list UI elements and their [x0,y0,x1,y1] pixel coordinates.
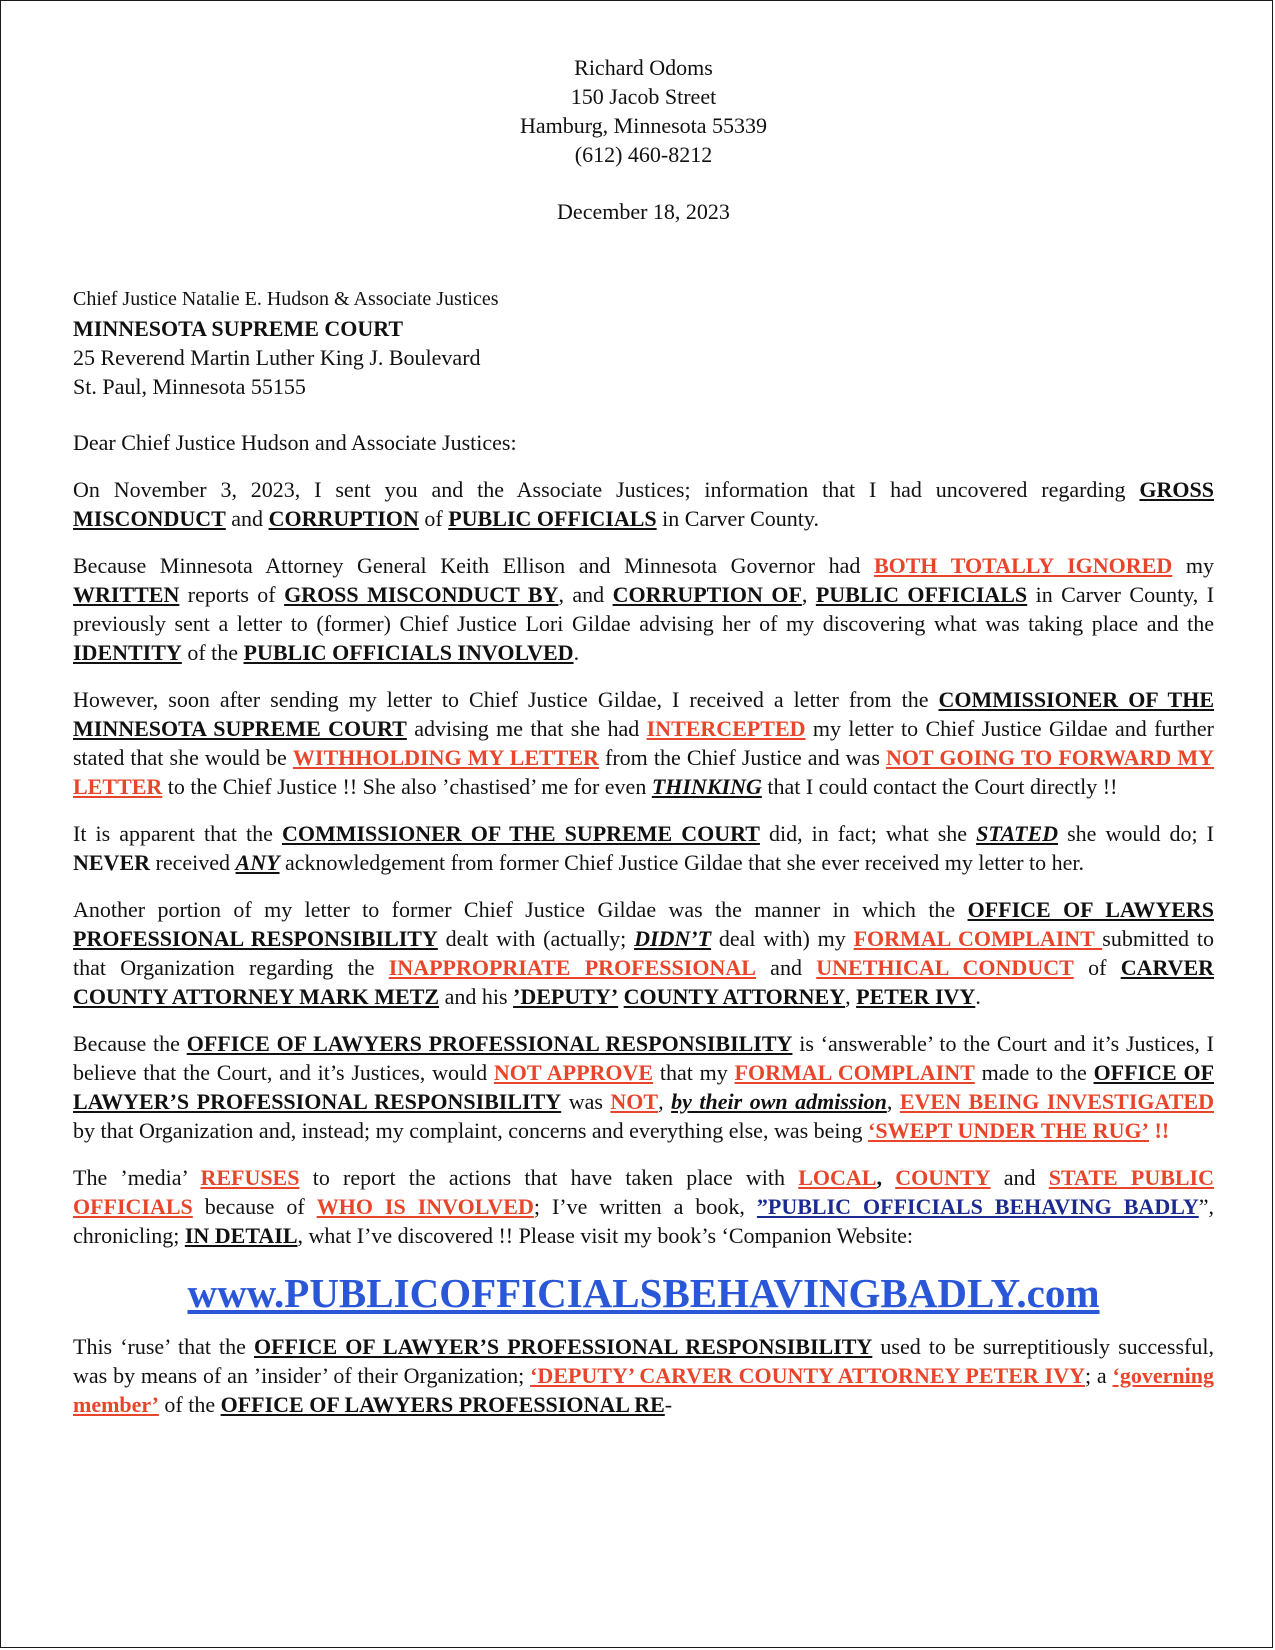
letter-body [73,428,1214,1437]
text-run: Because Minnesota Attorney General Keith Ellison and Minnesota Governor had [73,553,874,578]
emphasis: OFFICE OF LAWYERS PROFESSIONAL RESPONSIBILITY [186,1031,793,1056]
emphasis: GROSS MISCONDUCT BY [284,582,559,607]
text-run: and his [439,984,514,1009]
recipient-court: MINNESOTA SUPREME COURT [73,316,404,341]
red-emphasis: NOT GOING TO FORWARD MY LETTER [73,745,1214,799]
emphasis: OFFICE OF LAWYER’S PROFESSIONAL RESPONSIBILITY [73,1060,1215,1114]
red-emphasis: ‘SWEPT UNDER THE RUG’ [868,1118,1149,1143]
text-run: dealt with (actually; [437,926,635,951]
text-run: deal with) my [711,926,854,951]
text-run: my letter to Chief Justice Gildae and further stated that she would be [73,716,1215,770]
red-emphasis: FORMAL COMPLAINT [734,1060,975,1085]
red-emphasis: REFUSES [200,1165,300,1190]
paragraph-7 [73,1163,1214,1250]
red-emphasis: NOT [610,1089,659,1114]
text-run: , [876,1165,896,1190]
text-run: was [561,1089,611,1114]
paragraph-2 [73,551,1214,667]
emphasis: COMMISSIONER OF THE MINNESOTA SUPREME COURT [73,687,1215,741]
emphasis: IN DETAIL [184,1223,298,1248]
text-run: Another portion of my letter to former Chief Justice Gildae was the manner in which the [73,897,968,922]
emphasis: PETER IVY [856,984,976,1009]
text-run: - [664,1392,673,1417]
paragraph-4 [73,819,1214,877]
emphasis: CORRUPTION [268,506,419,531]
text-run: , [801,582,816,607]
text-run: received [150,850,236,875]
paragraph-3 [73,685,1214,801]
text-run: that my [653,1060,735,1085]
italic-emphasis: THINKING [651,774,762,799]
book-title: ”PUBLIC OFFICIALS BEHAVING BADLY [756,1194,1199,1219]
red-emphasis: COUNTY [895,1165,991,1190]
text-run: to report the actions that have taken place with [299,1165,799,1190]
emphasis: PUBLIC OFFICIALS [448,506,657,531]
emphasis: PUBLIC OFFICIALS [815,582,1028,607]
emphasis: OFFICE OF LAWYER’S PROFESSIONAL RESPONSIBILITY [254,1334,873,1359]
red-exclamation: !! [1154,1118,1170,1143]
red-emphasis: LOCAL [798,1165,877,1190]
text-run: and [225,506,269,531]
text-run: , what I’ve discovered !! Please visit my book’s ‘Companion Website: [297,1223,914,1248]
emphasis: COMMISSIONER OF THE SUPREME COURT [281,821,760,846]
text-run: advising me that she had [406,716,647,741]
bold-emphasis: NEVER [73,850,151,875]
text-run: is ‘answerable’ to the Court and it’s Justices, I believe that the Court, and it’s Justices, would [73,1031,1215,1085]
emphasis: ’DEPUTY’ [513,984,619,1009]
text-run: from the Chief Justice and was [598,745,886,770]
text-run: by that Organization and, instead; my complaint, concerns and everything else, was being [73,1118,869,1143]
red-emphasis: INAPPROPRIATE PROFESSIONAL [388,955,756,980]
sender-phone: (612) 460-8212 [574,142,713,167]
red-emphasis: STATE PUBLIC OFFICIALS [73,1165,1215,1219]
text-run: did, in fact; what she [759,821,977,846]
red-emphasis: ‘DEPUTY’ CARVER COUNTY ATTORNEY PETER IVY [530,1363,1085,1388]
text-run: and [990,1165,1049,1190]
red-emphasis: UNETHICAL CONDUCT [816,955,1074,980]
sender-name: Richard Odoms [574,55,713,80]
italic-emphasis: by their own admission [671,1089,887,1114]
emphasis: WRITTEN [73,582,180,607]
red-emphasis: WHO IS INVOLVED [316,1194,534,1219]
text-run: , [658,1089,672,1114]
emphasis: PUBLIC OFFICIALS INVOLVED [243,640,574,665]
text-run: It is apparent that the [73,821,282,846]
text-run: , [886,1089,900,1114]
emphasis: OFFICE OF LAWYERS PROFESSIONAL RESPONSIBILITY [73,897,1214,951]
text-run: that I could contact the Court directly !! [761,774,1118,799]
text-run: On November 3, 2023, I sent you and the Associate Justices; information that I had uncovered regarding [73,477,1140,502]
text-run: reports of [179,582,285,607]
sender-city: Hamburg, Minnesota 55339 [519,113,768,138]
text-run: in Carver County, I previously sent a letter to (former) Chief Justice Lori Gildae advising her of my discovering what was taking place and the [73,582,1215,636]
emphasis: OFFICE OF LAWYERS PROFESSIONAL RE [220,1392,665,1417]
recipient-street: 25 Reverend Martin Luther King J. Boulevard [73,345,481,370]
text-run: . [975,984,981,1009]
text-run: because of [192,1194,317,1219]
emphasis: IDENTITY [73,640,182,665]
recipient-block [73,285,498,401]
red-emphasis: INTERCEPTED [646,716,806,741]
text-run: my [1172,553,1214,578]
paragraph-5 [73,895,1214,1011]
red-emphasis: BOTH TOTALLY IGNORED [873,553,1173,578]
text-run: submitted to that Organization regarding the [73,926,1214,980]
companion-website-link[interactable]: www.PUBLICOFFICIALSBEHAVINGBADLY.com [187,1270,1100,1316]
sender-block [1,53,1275,226]
emphasis: COUNTY ATTORNEY [623,984,846,1009]
text-run: of [418,506,449,531]
text-run: ; a [1084,1363,1113,1388]
sender-street: 150 Jacob Street [570,84,717,109]
paragraph-1 [73,475,1214,533]
red-emphasis: NOT APPROVE [493,1060,654,1085]
text-run: acknowledgement from former Chief Justice Gildae that she ever received my letter to her. [279,850,1085,875]
italic-emphasis: STATED [976,821,1059,846]
text-run: of [1073,955,1121,980]
text-run: of the [158,1392,221,1417]
text-run: and [755,955,817,980]
text-run: ; I’ve written a book, [533,1194,757,1219]
paragraph-6 [73,1029,1214,1145]
text-run: to the Chief Justice !! She also ’chastised’ me for even [162,774,652,799]
paragraph-8 [73,1332,1214,1419]
recipient-line-1: Chief Justice Natalie E. Hudson & Associate Justices [73,288,499,310]
recipient-city: St. Paul, Minnesota 55155 [73,374,306,399]
text-run: Because the [73,1031,187,1056]
text-run: of the [181,640,244,665]
red-emphasis: EVEN BEING INVESTIGATED [899,1089,1214,1114]
text-run: However, soon after sending my letter to Chief Justice Gildae, I received a letter from the [73,687,939,712]
text-run: , and [558,582,613,607]
emphasis: CARVER COUNTY ATTORNEY MARK METZ [73,955,1215,1009]
red-emphasis: ‘governing member’ [73,1363,1214,1417]
text-run: made to the [974,1060,1094,1085]
text-run: ”, chronicling; [73,1194,1215,1248]
emphasis: CORRUPTION OF [612,582,802,607]
letter-date: December 18, 2023 [557,199,730,224]
italic-emphasis: DIDN’T [634,926,712,951]
text-run: , [845,984,857,1009]
text-run: in Carver County. [656,506,819,531]
red-emphasis: WITHHOLDING MY LETTER [292,745,599,770]
text-run: This ‘ruse’ that the [73,1334,254,1359]
red-emphasis: FORMAL COMPLAINT [853,926,1103,951]
italic-emphasis: ANY [235,850,280,875]
text-run: The ’media’ [73,1165,201,1190]
text-run: used to be surreptitiously successful, was by means of an ’insider’ of their Organization; [73,1334,1214,1388]
text-run: . [573,640,580,665]
salutation: Dear Chief Justice Hudson and Associate Justices: [73,430,517,455]
emphasis: GROSS MISCONDUCT [73,477,1214,531]
text-run: she would do; I [1058,821,1214,846]
